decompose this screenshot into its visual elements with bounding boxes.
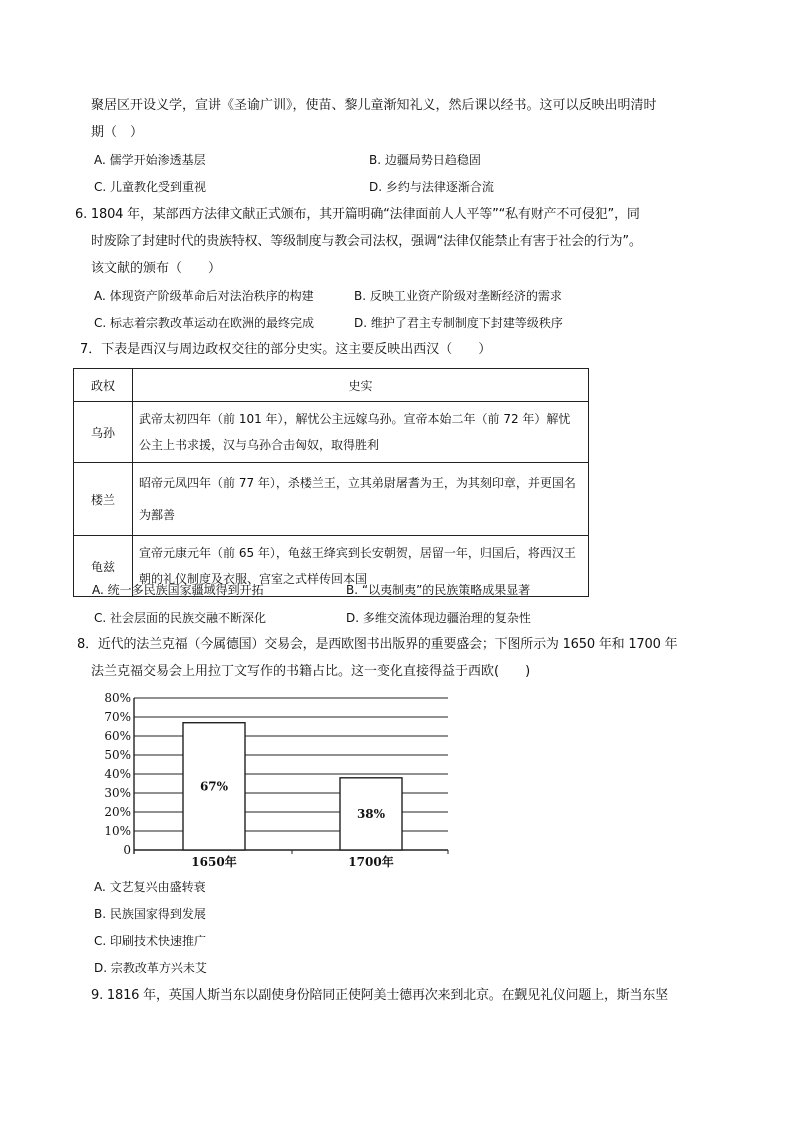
- table-row: [74, 402, 589, 463]
- table-fact-text: 武帝太初四年（前 101 年），解忧公主远嫁乌孙。宣帝本始二年（前 72 年）解忧公主上书求援，汉与乌孙合击匈奴，取得胜利: [139, 412, 571, 452]
- table-cell-regime: 楼兰: [74, 463, 133, 536]
- y-tick-label: 40%: [104, 767, 131, 781]
- y-tick-label: 70%: [104, 710, 131, 724]
- table-fact-text: 宣帝元康元年（前 65 年），龟兹王绛宾到长安朝贺，居留一年，归国后，将西汉王朝的礼仪制度及衣服、宫室之式样传回本国: [139, 546, 576, 586]
- q5-option-c: C. 儿童教化受到重视: [94, 180, 207, 194]
- q7-history-table: [73, 368, 589, 597]
- x-category-label: 1700年: [348, 855, 394, 868]
- table-header-row: [74, 369, 589, 402]
- table-cell-fact: [133, 402, 589, 463]
- bar-data-label: 38%: [356, 806, 386, 821]
- q7-option-d: D. 多维交流体现边疆治理的复杂性: [346, 611, 531, 625]
- q8-option-b: B. 民族国家得到发展: [94, 907, 206, 921]
- q5-stem-line2: 期（ ）: [91, 125, 144, 140]
- y-tick-label: 50%: [104, 748, 131, 762]
- table-row: [74, 463, 589, 536]
- q7-option-b: B. “以夷制夷”的民族策略成果显著: [346, 583, 531, 597]
- q8-stem-line2: 法兰克福交易会上用拉丁文写作的书籍占比。这一变化直接得益于西欧( ): [91, 664, 531, 679]
- q5-option-a: A. 儒学开始渗透基层: [94, 153, 206, 167]
- y-tick-label: 60%: [104, 729, 131, 743]
- table-header-fact: 史实: [133, 369, 589, 402]
- q6-stem-line3: 该文献的颁布（ ）: [91, 261, 222, 276]
- y-tick-label: 0: [123, 843, 131, 857]
- latin-books-bar-chart: [96, 688, 456, 868]
- q6-option-b: B. 反映工业资产阶级对垄断经济的需求: [354, 289, 562, 303]
- q6-option-d: D. 维护了君主专制制度下封建等级秩序: [354, 316, 563, 330]
- table-cell-fact: [133, 463, 589, 536]
- bar-data-label: 67%: [199, 779, 229, 794]
- q8-option-d: D. 宗教改革方兴未艾: [94, 961, 207, 975]
- x-category-label: 1650年: [191, 855, 237, 868]
- q5-option-b: B. 边疆局势日趋稳固: [369, 153, 481, 167]
- q7-stem: 7．下表是西汉与周边政权交往的部分史实。这主要反映出西汉（ ）: [80, 342, 492, 357]
- q7-option-a: A. 统一多民族国家疆域得到开拓: [92, 583, 264, 597]
- table-cell-regime: 乌孙: [74, 402, 133, 463]
- y-tick-label: 10%: [104, 824, 131, 838]
- q6-stem-line1: 6. 1804 年，某部西方法律文献正式颁布，其开篇明确“法律面前人人平等”“私有财产不可侵犯”，同: [75, 207, 640, 222]
- y-tick-label: 80%: [104, 691, 131, 705]
- q8-option-c: C. 印刷技术快速推广: [94, 934, 207, 948]
- q5-stem-line1: 聚居区开设义学，宣讲《圣谕广训》，使苗、黎儿童渐知礼义，然后课以经书。这可以反映出明清时: [91, 98, 657, 113]
- table-header-regime: 政权: [74, 369, 133, 402]
- q8-option-a: A. 文艺复兴由盛转衰: [94, 880, 206, 894]
- q6-option-c: C. 标志着宗教改革运动在欧洲的最终完成: [94, 316, 315, 330]
- q5-option-d: D. 乡约与法律逐渐合流: [369, 180, 494, 194]
- q6-stem-line2: 时废除了封建时代的贵族特权、等级制度与教会司法权，强调“法律仅能禁止有害于社会的行为”。: [91, 234, 642, 249]
- table-cell-regime: 龟兹: [74, 536, 133, 597]
- q9-stem-line1: 9. 1816 年，英国人斯当东以副使身份陪同正使阿美士德再次来到北京。在觐见礼仪问题上，斯当东坚: [91, 988, 668, 1003]
- q6-option-a: A. 体现资产阶级革命后对法治秩序的构建: [94, 289, 314, 303]
- q7-option-c: C. 社会层面的民族交融不断深化: [94, 611, 267, 625]
- table-fact-text: 昭帝元凤四年（前 77 年），杀楼兰王，立其弟尉屠耆为王，为其刻印章，并更国名为鄯善: [139, 476, 576, 522]
- q8-stem-line1: 8．近代的法兰克福（今属德国）交易会，是西欧图书出版界的重要盛会；下图所示为 1650 年和 1700 年: [77, 637, 678, 652]
- y-tick-label: 20%: [104, 805, 131, 819]
- y-tick-label: 30%: [104, 786, 131, 800]
